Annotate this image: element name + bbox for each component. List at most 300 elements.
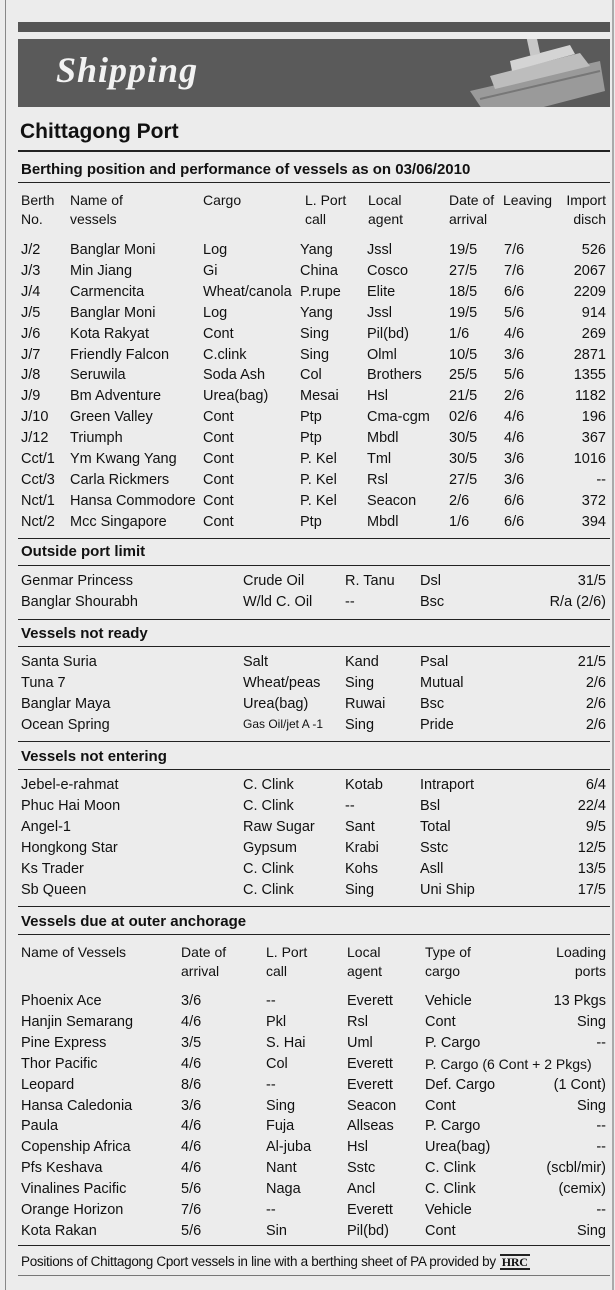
- cargo: Cont: [203, 409, 234, 426]
- column-header-lport: L. Port call: [266, 944, 308, 979]
- local-agent: Rsl: [367, 471, 388, 488]
- loading-ports: 13 Pkgs: [553, 993, 606, 1009]
- column-header-berth: Berth No.: [21, 192, 55, 227]
- date: 6/4: [585, 777, 606, 793]
- divider: [18, 646, 610, 647]
- arrival-date: 19/5: [449, 242, 478, 258]
- last-port: --: [345, 593, 355, 610]
- cargo: Urea(bag): [243, 696, 309, 712]
- last-port: Al-juba: [266, 1139, 312, 1156]
- date: 13/5: [577, 861, 606, 877]
- last-port: P. Kel: [300, 471, 337, 488]
- last-port: Kand: [345, 654, 379, 670]
- table-row: [0, 594, 615, 615]
- local-agent: Everett: [347, 993, 393, 1009]
- loading-ports: (1 Cont): [553, 1076, 606, 1093]
- berth-no: J/10: [21, 409, 49, 426]
- vessel-name: Kota Rakan: [21, 1222, 97, 1239]
- last-port: Kohs: [345, 861, 379, 877]
- vessel-name: Thor Pacific: [21, 1055, 98, 1072]
- berth-no: J/7: [21, 346, 41, 363]
- local-agent: Pil(bd): [367, 325, 409, 342]
- column-header-agent: Local agent: [368, 192, 404, 227]
- last-port: Ruwai: [345, 696, 386, 712]
- last-port: Sing: [266, 1097, 296, 1114]
- last-port: Ptp: [300, 409, 322, 426]
- berth-no: J/12: [21, 430, 49, 447]
- arrival-date: 1/6: [449, 513, 470, 530]
- last-port: Sing: [300, 346, 330, 363]
- table-row: [0, 1118, 615, 1139]
- table-row: [0, 1160, 615, 1181]
- column-header-import: Import disch: [566, 192, 606, 227]
- date: 2/6: [585, 696, 606, 712]
- cargo: Gi: [203, 262, 218, 279]
- local-agent: Uml: [347, 1034, 373, 1051]
- table-row: [0, 1014, 615, 1035]
- vessel-name: Hongkong Star: [21, 840, 118, 856]
- import-disch: --: [596, 471, 606, 488]
- arrival-date: 19/5: [449, 304, 478, 321]
- table-row: [0, 1223, 615, 1244]
- arrival-date: 1/6: [449, 325, 470, 342]
- vessel-name: Banglar Moni: [70, 304, 156, 321]
- local-agent: Allseas: [347, 1118, 394, 1135]
- local-agent: Sstc: [347, 1160, 376, 1177]
- local-agent: Pil(bd): [347, 1222, 389, 1239]
- column-header-agent: Local agent: [347, 944, 383, 979]
- import-disch: 196: [581, 409, 606, 426]
- leaving-date: 5/6: [504, 367, 525, 384]
- cargo: Gas Oil/jet A -1: [243, 717, 324, 731]
- berth-no: Nct/2: [21, 513, 55, 530]
- vessel-name: Sb Queen: [21, 882, 87, 898]
- local-agent: Everett: [347, 1076, 393, 1093]
- port-title: Chittagong Port: [20, 120, 179, 143]
- local-agent: Jssl: [367, 242, 392, 258]
- local-agent: Seacon: [347, 1097, 397, 1114]
- import-disch: 372: [581, 492, 606, 509]
- vessel-name: Hansa Commodore: [70, 492, 196, 509]
- vessel-name: Copenship Africa: [21, 1139, 131, 1156]
- vessel-name: Friendly Falcon: [70, 346, 170, 363]
- vessel-name: Carmencita: [70, 283, 145, 300]
- local-agent: Everett: [347, 1202, 393, 1218]
- vessel-name: Leopard: [21, 1076, 75, 1093]
- arrival-date: 8/6: [181, 1076, 202, 1093]
- vessel-name: Santa Suria: [21, 654, 97, 670]
- local-agent: Hsl: [347, 1139, 368, 1156]
- berth-no: J/9: [21, 388, 41, 405]
- date: 22/4: [577, 798, 606, 814]
- last-port: P.rupe: [300, 283, 341, 300]
- vessel-name: Mcc Singapore: [70, 513, 167, 530]
- local-agent: Rsl: [347, 1013, 368, 1030]
- vessel-name: Ks Trader: [21, 861, 84, 877]
- berthing-title: Berthing position and performance of vessels as on 03/06/2010: [21, 161, 471, 178]
- vessel-name: Phuc Hai Moon: [21, 798, 121, 814]
- due-title: Vessels due at outer anchorage: [21, 913, 247, 930]
- arrival-date: 25/5: [449, 367, 478, 384]
- loading-ports: Sing: [576, 1222, 606, 1239]
- column-header-cargo: Cargo: [203, 192, 242, 208]
- arrival-date: 30/5: [449, 430, 478, 447]
- leaving-date: 5/6: [504, 304, 525, 321]
- berth-no: J/8: [21, 367, 41, 384]
- table-row: [0, 1202, 615, 1223]
- table-row: [0, 819, 615, 840]
- arrival-date: 5/6: [181, 1181, 202, 1198]
- arrival-date: 5/6: [181, 1222, 202, 1239]
- table-row: [0, 993, 615, 1014]
- vessel-name: Ym Kwang Yang: [70, 451, 177, 467]
- table-row: [0, 493, 615, 514]
- outside-title: Outside port limit: [21, 543, 146, 560]
- local-agent: Asll: [420, 861, 444, 877]
- import-disch: 269: [581, 325, 606, 342]
- last-port: Col: [300, 367, 322, 384]
- not-ready-title: Vessels not ready: [21, 625, 148, 642]
- table-row: [0, 717, 615, 738]
- vessel-name: Kota Rakyat: [70, 325, 149, 342]
- leaving-date: 7/6: [504, 242, 525, 258]
- last-port: Ptp: [300, 513, 322, 530]
- leaving-date: 3/6: [504, 471, 525, 488]
- table-row: [0, 367, 615, 388]
- cargo: Wheat/peas: [243, 675, 321, 691]
- arrival-date: 7/6: [181, 1202, 202, 1218]
- table-row: [0, 263, 615, 284]
- date: 21/5: [577, 654, 606, 670]
- table-row: [0, 430, 615, 451]
- local-agent: Ancl: [347, 1181, 376, 1198]
- last-port: Sant: [345, 819, 375, 835]
- arrival-date: 27/5: [449, 262, 478, 279]
- date: 2/6: [585, 675, 606, 691]
- vessel-name: Vinalines Pacific: [21, 1181, 127, 1198]
- cargo: Cont: [203, 430, 234, 447]
- leaving-date: 6/6: [504, 513, 525, 530]
- arrival-date: 3/5: [181, 1034, 202, 1051]
- local-agent: Bsc: [420, 696, 445, 712]
- berth-no: Cct/1: [21, 451, 55, 467]
- table-row: [0, 654, 615, 675]
- cargo-type: Cont: [425, 1097, 456, 1114]
- leaving-date: 6/6: [504, 492, 525, 509]
- import-disch: 2871: [573, 346, 606, 363]
- last-port: R. Tanu: [345, 573, 395, 589]
- cargo: Cont: [203, 325, 234, 342]
- vessel-name: Ocean Spring: [21, 717, 110, 733]
- last-port: --: [266, 1202, 276, 1218]
- table-row: [0, 472, 615, 493]
- last-port: Sing: [345, 717, 375, 733]
- cargo: C.clink: [203, 346, 247, 363]
- vessel-name: Pfs Keshava: [21, 1160, 103, 1177]
- cargo: Salt: [243, 654, 268, 670]
- arrival-date: 10/5: [449, 346, 478, 363]
- local-agent: Bsl: [420, 798, 441, 814]
- local-agent: Cma-cgm: [367, 409, 430, 426]
- arrival-date: 02/6: [449, 409, 478, 426]
- table-row: [0, 573, 615, 594]
- last-port: China: [300, 262, 338, 279]
- date: 9/5: [585, 819, 606, 835]
- date: 12/5: [577, 840, 606, 856]
- divider: [18, 538, 610, 539]
- cargo: Cont: [203, 451, 234, 467]
- column-header-arrival: Date of arrival: [449, 192, 495, 227]
- cargo: Cont: [203, 513, 234, 530]
- local-agent: Bsc: [420, 593, 445, 610]
- last-port: Mesai: [300, 388, 339, 405]
- cargo-type: P. Cargo (6 Cont + 2 Pkgs): [425, 1055, 592, 1072]
- local-agent: Psal: [420, 654, 449, 670]
- date: 17/5: [577, 882, 606, 898]
- column-header-lport: L. Port call: [305, 192, 347, 227]
- column-header-arrival: Date of arrival: [181, 944, 227, 979]
- leaving-date: 2/6: [504, 388, 525, 405]
- table-row: [0, 514, 615, 535]
- footer-text: Positions of Chittagong Cport vessels in line with a berthing sheet of PA provided by: [21, 1254, 496, 1269]
- leaving-date: 7/6: [504, 262, 525, 279]
- hrc-logo: HRC: [501, 1255, 528, 1269]
- local-agent: Seacon: [367, 492, 417, 509]
- cargo-type: P. Cargo: [425, 1118, 481, 1135]
- last-port: --: [266, 1076, 276, 1093]
- table-row: [0, 675, 615, 696]
- column-header-name: Name of vessels: [70, 192, 123, 227]
- cargo-type: Cont: [425, 1013, 456, 1030]
- table-row: [0, 1181, 615, 1202]
- table-row: [0, 861, 615, 882]
- arrival-date: 3/6: [181, 993, 202, 1009]
- top-bar: [18, 22, 610, 32]
- table-row: [0, 388, 615, 409]
- table-row: [0, 451, 615, 472]
- cargo-type: Def. Cargo: [425, 1076, 496, 1093]
- leaving-date: 4/6: [504, 325, 525, 342]
- table-row: [0, 409, 615, 430]
- table-row: [0, 840, 615, 861]
- loading-ports: Sing: [576, 1097, 606, 1114]
- last-port: P. Kel: [300, 492, 337, 509]
- divider: [18, 565, 610, 566]
- last-port: Krabi: [345, 840, 379, 856]
- vessel-name: Paula: [21, 1118, 59, 1135]
- ship-icon: [450, 39, 610, 107]
- cargo: Wheat/canola: [203, 283, 292, 300]
- last-port: Sin: [266, 1222, 287, 1239]
- vessel-name: Phoenix Ace: [21, 993, 102, 1009]
- import-disch: 2209: [573, 283, 606, 300]
- local-agent: Mbdl: [367, 513, 399, 530]
- loading-ports: --: [596, 1139, 606, 1156]
- import-disch: 394: [581, 513, 606, 530]
- footer-note: [21, 1254, 530, 1270]
- cargo: Soda Ash: [203, 367, 266, 384]
- vessel-name: Banglar Maya: [21, 696, 111, 712]
- leaving-date: 4/6: [504, 430, 525, 447]
- vessel-name: Orange Horizon: [21, 1202, 124, 1218]
- berth-no: J/5: [21, 304, 41, 321]
- local-agent: Cosco: [367, 262, 409, 279]
- cargo: Log: [203, 304, 228, 321]
- leaving-date: 4/6: [504, 409, 525, 426]
- berth-no: Cct/3: [21, 471, 55, 488]
- vessel-name: Seruwila: [70, 367, 126, 384]
- last-port: Yang: [300, 242, 333, 258]
- berth-no: J/3: [21, 262, 41, 279]
- table-row: [0, 326, 615, 347]
- arrival-date: 4/6: [181, 1139, 202, 1156]
- table-row: [0, 1098, 615, 1119]
- local-agent: Pride: [420, 717, 454, 733]
- vessel-name: Green Valley: [70, 409, 153, 426]
- arrival-date: 3/6: [181, 1097, 202, 1114]
- vessel-name: Angel-1: [21, 819, 71, 835]
- divider: [18, 1245, 610, 1246]
- import-disch: 1182: [574, 388, 606, 405]
- arrival-date: 21/5: [449, 388, 478, 405]
- berth-no: J/2: [21, 242, 41, 258]
- import-disch: 526: [581, 242, 606, 258]
- vessel-name: Banglar Moni: [70, 242, 156, 258]
- leaving-date: 3/6: [504, 346, 525, 363]
- shipping-banner: [18, 39, 610, 107]
- berth-no: Nct/1: [21, 492, 55, 509]
- divider: [18, 619, 610, 620]
- cargo: Log: [203, 242, 228, 258]
- table-row: [0, 284, 615, 305]
- import-disch: 1355: [573, 367, 606, 384]
- last-port: Nant: [266, 1160, 297, 1177]
- table-row: [0, 242, 615, 263]
- arrival-date: 4/6: [181, 1160, 202, 1177]
- arrival-date: 4/6: [181, 1055, 202, 1072]
- cargo-type: Urea(bag): [425, 1139, 491, 1156]
- last-port: Ptp: [300, 430, 322, 447]
- local-agent: Total: [420, 819, 451, 835]
- arrival-date: 18/5: [449, 283, 478, 300]
- leaving-date: 6/6: [504, 283, 525, 300]
- last-port: Sing: [300, 325, 330, 342]
- local-agent: Intraport: [420, 777, 474, 793]
- local-agent: Dsl: [420, 573, 441, 589]
- date: R/a (2/6): [549, 593, 606, 610]
- loading-ports: (cemix): [558, 1181, 606, 1198]
- last-port: Pkl: [266, 1013, 287, 1030]
- vessel-name: Hanjin Semarang: [21, 1013, 134, 1030]
- arrival-date: 30/5: [449, 451, 478, 467]
- divider: [18, 934, 610, 935]
- table-row: [0, 1077, 615, 1098]
- cargo: Raw Sugar: [243, 819, 315, 835]
- berth-no: J/6: [21, 325, 41, 342]
- last-port: --: [266, 993, 276, 1009]
- table-row: [0, 305, 615, 326]
- local-agent: Jssl: [367, 304, 392, 321]
- local-agent: Mbdl: [367, 430, 399, 447]
- cargo: C. Clink: [243, 882, 294, 898]
- vessel-name: Bm Adventure: [70, 388, 162, 405]
- import-disch: 2067: [573, 262, 606, 279]
- divider: [18, 1275, 610, 1276]
- column-header-leaving: Leaving: [503, 192, 553, 208]
- arrival-date: 4/6: [181, 1013, 202, 1030]
- last-port: Col: [266, 1055, 288, 1072]
- cargo: Crude Oil: [243, 573, 305, 589]
- import-disch: 367: [581, 430, 606, 447]
- banner-title: Shipping: [56, 50, 199, 90]
- arrival-date: 2/6: [449, 492, 470, 509]
- last-port: P. Kel: [300, 451, 337, 467]
- vessel-name: Carla Rickmers: [70, 471, 170, 488]
- last-port: Naga: [266, 1181, 301, 1198]
- arrival-date: 4/6: [181, 1118, 202, 1135]
- arrival-date: 27/5: [449, 471, 478, 488]
- vessel-name: Genmar Princess: [21, 573, 134, 589]
- last-port: Kotab: [345, 777, 383, 793]
- table-row: [0, 696, 615, 717]
- cargo-type: P. Cargo: [425, 1034, 481, 1051]
- import-disch: 1016: [573, 451, 606, 467]
- table-row: [0, 777, 615, 798]
- cargo-type: C. Clink: [425, 1160, 476, 1177]
- cargo-type: Vehicle: [425, 1202, 472, 1218]
- loading-ports: --: [596, 1118, 606, 1135]
- local-agent: Hsl: [367, 388, 388, 405]
- cargo: Urea(bag): [203, 388, 269, 405]
- column-header-ports: Loading ports: [556, 944, 606, 979]
- cargo-type: Vehicle: [425, 993, 472, 1009]
- cargo: W/ld C. Oil: [243, 593, 313, 610]
- divider: [18, 769, 610, 770]
- cargo: C. Clink: [243, 777, 294, 793]
- local-agent: Tml: [367, 451, 392, 467]
- loading-ports: (scbl/mir): [546, 1160, 606, 1177]
- date: 2/6: [585, 717, 606, 733]
- local-agent: Sstc: [420, 840, 449, 856]
- table-row: [0, 882, 615, 903]
- last-port: Yang: [300, 304, 333, 321]
- last-port: Fuja: [266, 1118, 295, 1135]
- cargo: Cont: [203, 492, 234, 509]
- divider: [18, 150, 610, 152]
- import-disch: 914: [581, 304, 606, 321]
- column-header-name: Name of Vessels: [21, 944, 127, 960]
- table-row: [0, 798, 615, 819]
- loading-ports: --: [596, 1202, 606, 1218]
- vessel-name: Hansa Caledonia: [21, 1097, 133, 1114]
- local-agent: Brothers: [367, 367, 422, 384]
- divider: [18, 741, 610, 742]
- last-port: Sing: [345, 882, 375, 898]
- leaving-date: 3/6: [504, 451, 525, 467]
- vessel-name: Jebel-e-rahmat: [21, 777, 119, 793]
- last-port: Sing: [345, 675, 375, 691]
- loading-ports: --: [596, 1034, 606, 1051]
- vessel-name: Tuna 7: [21, 675, 66, 691]
- berth-no: J/4: [21, 283, 41, 300]
- cargo: C. Clink: [243, 798, 294, 814]
- divider: [18, 182, 610, 183]
- table-row: [0, 1035, 615, 1056]
- loading-ports: Sing: [576, 1013, 606, 1030]
- last-port: S. Hai: [266, 1034, 306, 1051]
- cargo: Cont: [203, 471, 234, 488]
- vessel-name: Pine Express: [21, 1034, 107, 1051]
